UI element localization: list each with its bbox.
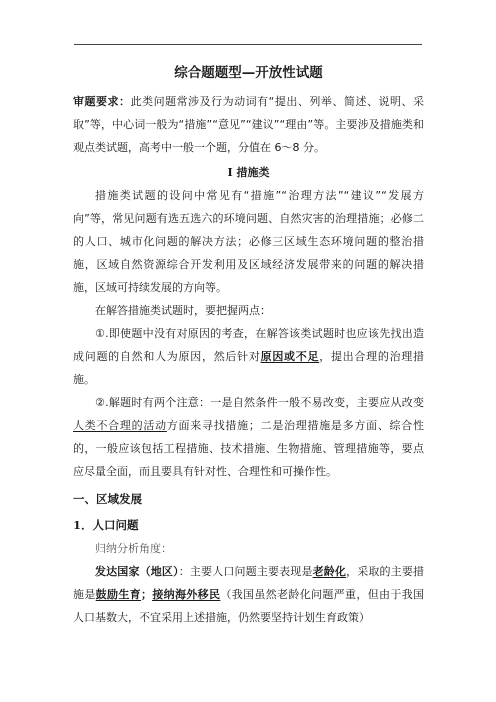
developed-text-b: ，采取的主要措施是 [73, 565, 425, 601]
requirement-text: 此类问题常涉及行为动词有“提出、列举、简述、说明、采取”等，中心词一般为“措施”“意见”“建议”“理由”等。主要涉及措施类和观点类试题，高考中一般一个题，分值在 6～8 分。 [73, 95, 425, 154]
document-title: 综合题题型—开放性试题 [174, 65, 323, 81]
point-two-text-b: 方面来寻找措施；二是治理措施是多方面、综合性的，一般应该包括工程措施、技术措施、生物措施、管理措施等，要点应尽量全面，而且要具有针对性、合理性和可操作性。 [73, 419, 425, 478]
point-one-text-b: ，提出合理的治理措施。 [73, 350, 425, 386]
developed-aging: 老龄化 [312, 565, 347, 578]
heading-population-problem: 1．人口问题 [73, 518, 139, 532]
developed-encourage-birth: 鼓励生育 [95, 588, 142, 601]
requirement-paragraph [73, 90, 424, 159]
point-one-paragraph [73, 322, 424, 391]
document-body [73, 64, 424, 629]
section-heading-measures: Ⅰ 措施类 [227, 166, 270, 179]
developed-separator: ； [141, 588, 153, 601]
point-two-underlined: 人类不合理的活动 [73, 419, 167, 432]
point-one-text-a: ①.即使题中没有对原因的考查，在解答该类试题时也应该先找出造成问题的自然和人为原因，然后针对 [73, 327, 424, 363]
developed-countries-paragraph [73, 560, 424, 629]
measures-intro-paragraph: 措施类试题的设问中常见有“措施”“治理方法”“建议”“发展方向”等，常见问题有选五选六的环境问题、自然灾害的治理措施；必修二的人口、城市化问题的解决方法；必修三区域生态环境问题的整治措施，区域自然资源综合开发利用及区域经济发展带来的问题的解决措施，区域可持续发展的方向等。 [73, 189, 424, 294]
heading-region-development: 一、区域发展 [73, 492, 142, 506]
developed-text-c: （我国虽然老龄化问题严重，但由于我国人口基数大，不宜采用上述措施，仍然要坚持计划生育政策） [73, 588, 425, 624]
developed-accept-immigrants: 接纳海外移民 [152, 588, 221, 601]
measures-two-points-intro: 在解答措施类试题时，要把握两点： [95, 304, 271, 317]
developed-label: 发达国家（地区） [95, 565, 179, 578]
point-two-paragraph [73, 391, 424, 483]
header-rule [74, 44, 422, 45]
point-one-underlined: 原因或不足 [260, 350, 320, 363]
requirement-label: 审题要求： [73, 95, 131, 108]
developed-text-a: ：主要人口问题主要表现是 [178, 565, 313, 578]
point-two-text-a: ②.解题时有两个注意：一是自然条件一般不易改变，主要应从改变 [95, 396, 424, 409]
analysis-label: 归纳分析角度： [95, 542, 172, 555]
